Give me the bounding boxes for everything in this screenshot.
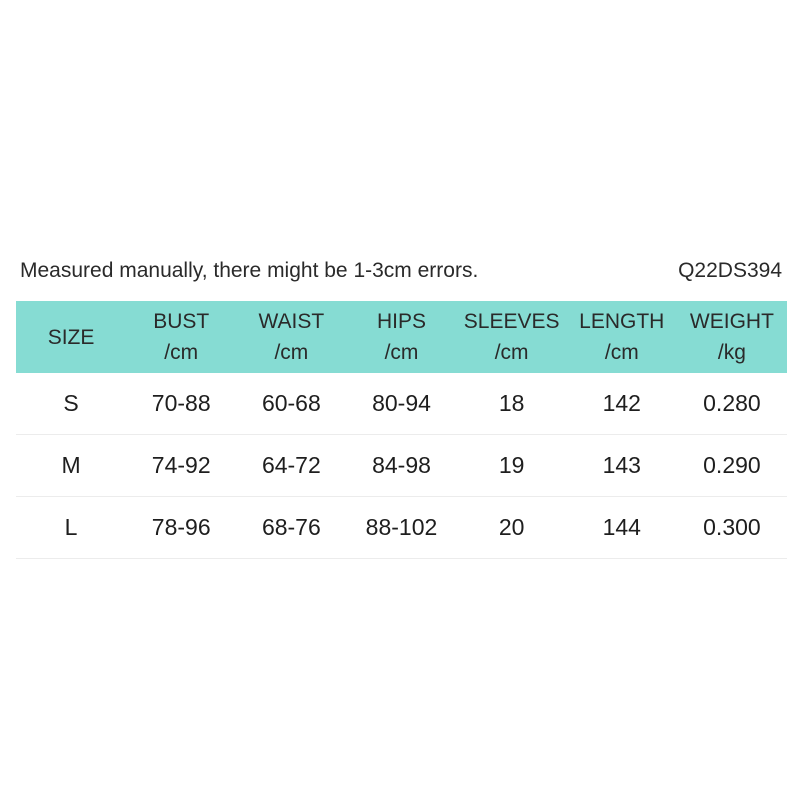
header-sleeves [457, 301, 567, 373]
table-row [16, 497, 787, 559]
header-label: BUST [153, 310, 210, 333]
cell-length: 142 [567, 373, 677, 435]
cell-bust: 78-96 [126, 497, 236, 559]
cell-length: 143 [567, 435, 677, 497]
cell-sleeves: 18 [457, 373, 567, 435]
cell-weight: 0.290 [677, 435, 787, 497]
cell-size: L [16, 497, 126, 559]
table-row [16, 435, 787, 497]
cell-weight: 0.300 [677, 497, 787, 559]
cell-hips: 88-102 [346, 497, 456, 559]
cell-hips: 84-98 [346, 435, 456, 497]
cell-waist: 64-72 [236, 435, 346, 497]
cell-waist: 68-76 [236, 497, 346, 559]
measurement-note-bar [20, 256, 782, 286]
cell-size: S [16, 373, 126, 435]
header-unit: /cm [164, 341, 199, 364]
header-unit: /kg [717, 341, 746, 364]
size-chart-table [16, 301, 787, 559]
header-unit: /cm [274, 341, 309, 364]
cell-sleeves: 20 [457, 497, 567, 559]
header-unit: /cm [604, 341, 639, 364]
header-label: WEIGHT [689, 310, 774, 333]
header-hips [346, 301, 456, 373]
header-label: SLEEVES [463, 310, 560, 333]
cell-length: 144 [567, 497, 677, 559]
cell-hips: 80-94 [346, 373, 456, 435]
cell-size: M [16, 435, 126, 497]
header-waist [236, 301, 346, 373]
header-length [567, 301, 677, 373]
header-unit: /cm [384, 341, 419, 364]
header-weight [677, 301, 787, 373]
header-label: WAIST [258, 310, 325, 333]
table-header-row [16, 301, 787, 373]
cell-weight: 0.280 [677, 373, 787, 435]
header-bust [126, 301, 236, 373]
header-size [16, 301, 126, 373]
cell-waist: 60-68 [236, 373, 346, 435]
cell-bust: 74-92 [126, 435, 236, 497]
measurement-disclaimer: Measured manually, there might be 1-3cm errors. [20, 259, 479, 282]
cell-sleeves: 19 [457, 435, 567, 497]
header-label: SIZE [47, 325, 95, 349]
header-unit: /cm [494, 341, 529, 364]
header-label: LENGTH [579, 310, 665, 333]
header-label: HIPS [376, 310, 426, 333]
product-code: Q22DS394 [678, 259, 782, 282]
table-row [16, 373, 787, 435]
cell-bust: 70-88 [126, 373, 236, 435]
